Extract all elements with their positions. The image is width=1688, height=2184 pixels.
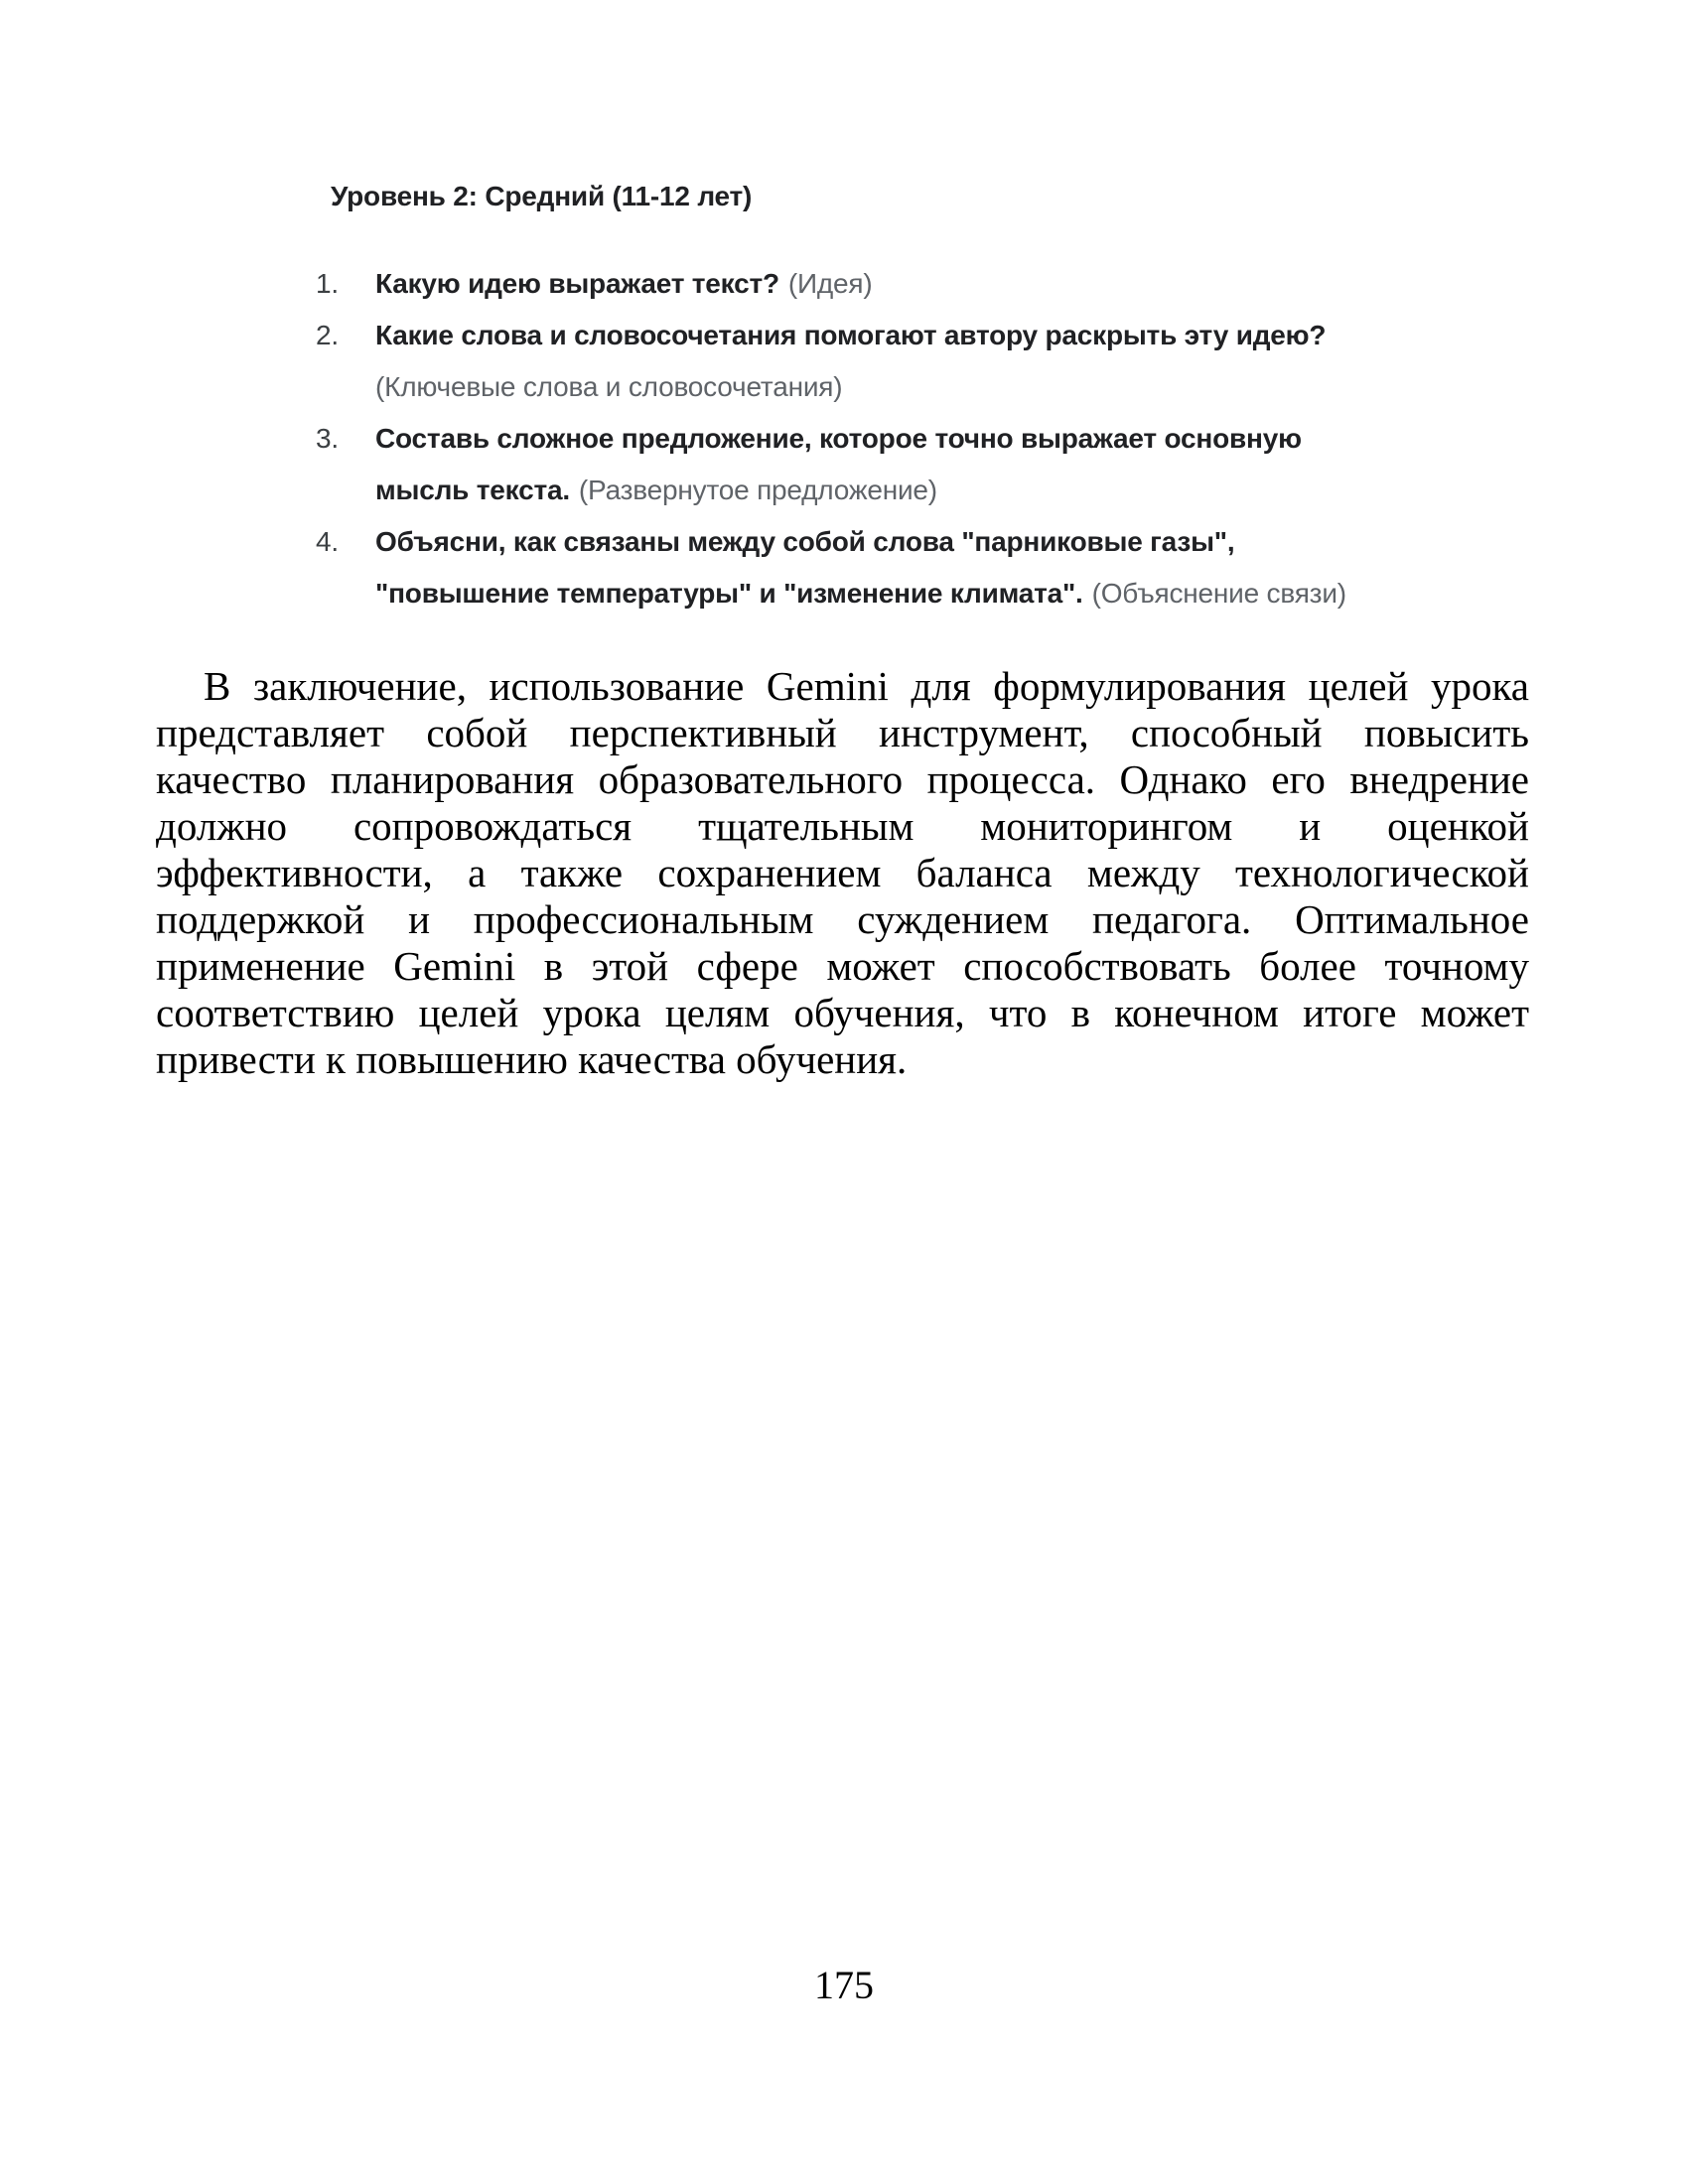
item-number: 4. xyxy=(316,526,339,557)
question-text: мысль текста. xyxy=(375,475,570,505)
item-number: 2. xyxy=(316,320,339,350)
hint-text: (Ключевые слова и словосочетания) xyxy=(375,371,843,402)
item-line xyxy=(375,568,1418,619)
list-item xyxy=(316,310,1418,413)
item-line xyxy=(375,465,1418,516)
page-number: 175 xyxy=(814,1963,874,2007)
item-line xyxy=(375,258,1418,310)
question-text: Составь сложное предложение, которое точно выражает основную xyxy=(375,423,1302,454)
level-heading: Уровень 2: Средний (11-12 лет) xyxy=(331,181,753,211)
hint-text: (Идея) xyxy=(787,268,873,299)
hint-text: (Объяснение связи) xyxy=(1091,578,1346,609)
question-list xyxy=(316,258,1418,619)
list-item xyxy=(316,413,1418,516)
item-number: 1. xyxy=(316,268,339,299)
item-line xyxy=(375,413,1418,465)
question-text: "повышение температуры" и "изменение климата". xyxy=(375,578,1083,609)
item-number: 3. xyxy=(316,423,339,454)
question-text: Какую идею выражает текст? xyxy=(375,268,779,299)
question-text: Какие слова и словосочетания помогают автору раскрыть эту идею? xyxy=(375,320,1327,350)
item-line xyxy=(375,516,1418,568)
item-line xyxy=(375,361,1418,413)
list-item xyxy=(316,516,1418,619)
question-text: Объясни, как связаны между собой слова "парниковые газы", xyxy=(375,526,1235,557)
list-item xyxy=(316,258,1418,310)
item-line xyxy=(375,310,1418,361)
conclusion-paragraph: В заключение, использование Gemini для формулирования целей урока представляет собой перспективный инструмент, способный повысить качество планирования образовательного процесса. Однако его внедрение должно сопровождаться тщательным мониторингом и оценкой эффективности, а также сохранением баланса между технологической поддержкой и профессиональным суждением педагога. Оптимальное применение Gemini в этой сфере может способствовать более точному соответствию целей урока целям обучения, что в конечном итоге может привести к повышению качества обучения. xyxy=(156,663,1529,1082)
hint-text: (Развернутое предложение) xyxy=(578,475,937,505)
